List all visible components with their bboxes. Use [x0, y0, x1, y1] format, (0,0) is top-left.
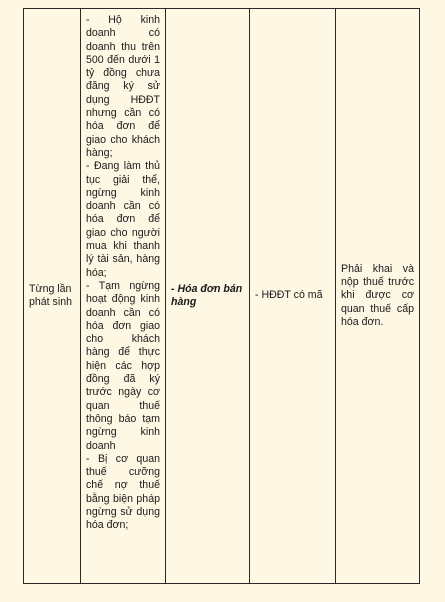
method-text: - HĐĐT có mã: [255, 289, 323, 302]
cases-cell: [81, 9, 166, 584]
case-item: - Tạm ngừng hoạt động kinh doanh cần có hóa đơn giao cho khách hàng để thực hiện các hợp đồng đã ký trước ngày cơ quan thuế thông báo tạm ngừng kinh doanh: [86, 279, 160, 452]
case-item: - Hộ kinh doanh có doanh thu trên 500 đến dưới 1 tỷ đồng chưa đăng ký sử dụng HĐĐT nhưng cần có hóa đơn để giao cho khách hàng;: [86, 14, 160, 159]
period-cell: [24, 9, 81, 584]
case-item: - Đang làm thủ tục giải thể, ngừng kinh doanh cần có hóa đơn để giao cho người mua khi thanh lý tài sản, hàng hóa;: [86, 160, 160, 279]
obligation-cell: [336, 9, 420, 584]
period-text: Từng lần phát sinh: [29, 282, 72, 308]
invoice-type-text: - Hóa đơn bán hàng: [171, 282, 243, 308]
cases-list: [81, 9, 165, 536]
invoice-table: [23, 8, 420, 584]
obligation-text: Phải khai và nộp thuế trước khi được cơ quan thuế cấp hóa đơn.: [341, 262, 414, 328]
case-item: - Bị cơ quan thuế cưỡng chế nợ thuế bằng biện pháp ngừng sử dụng hóa đơn;: [86, 452, 160, 532]
method-cell: [250, 9, 336, 584]
invoice-type-cell: [166, 9, 250, 584]
table-row: [24, 9, 420, 584]
